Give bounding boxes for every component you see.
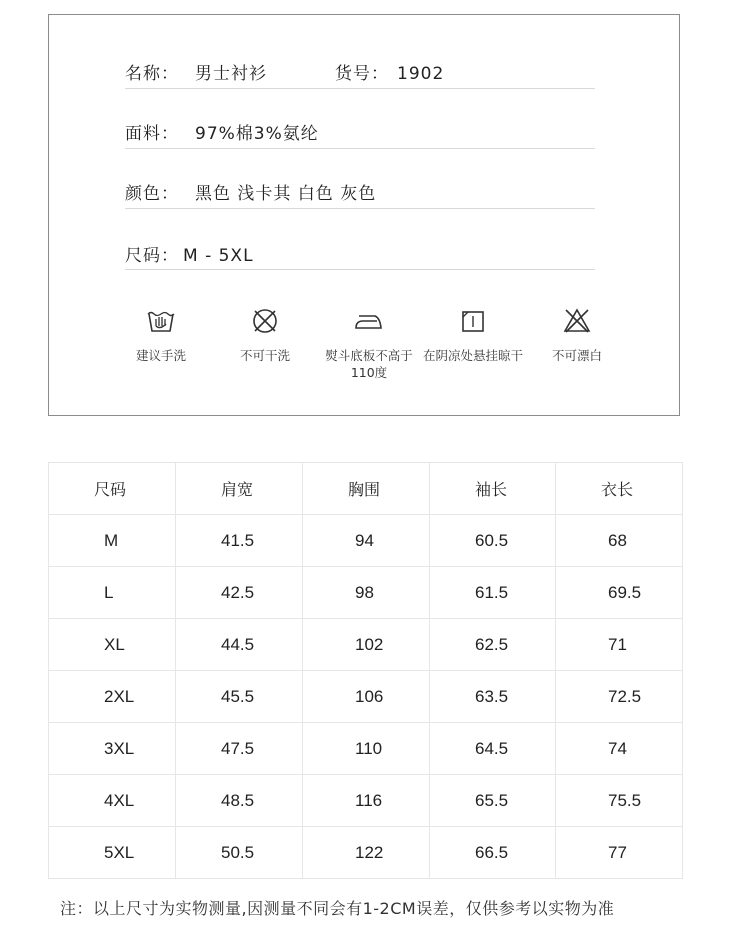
table-cell: 65.5 xyxy=(430,775,556,827)
hand-wash-icon xyxy=(145,305,177,337)
care-instructions xyxy=(109,305,629,405)
care-label: 不可干洗 xyxy=(239,348,290,363)
table-cell: 50.5 xyxy=(176,827,303,879)
table-cell: 77 xyxy=(556,827,683,879)
table-row xyxy=(49,671,683,723)
table-cell: 64.5 xyxy=(430,723,556,775)
table-cell: 122 xyxy=(303,827,430,879)
table-cell: 102 xyxy=(303,619,430,671)
header-length: 衣长 xyxy=(556,463,683,515)
table-cell: 72.5 xyxy=(556,671,683,723)
header-chest: 胸围 xyxy=(303,463,430,515)
table-cell: 98 xyxy=(303,567,430,619)
item-no-label: 货号： xyxy=(335,64,389,84)
table-cell: M xyxy=(49,515,176,567)
color-label: 颜色： xyxy=(125,184,179,204)
iron-low-temp-icon xyxy=(353,305,385,337)
table-cell: 3XL xyxy=(49,723,176,775)
care-label: 建议手洗 xyxy=(135,348,186,363)
header-sleeve: 袖长 xyxy=(430,463,556,515)
table-row xyxy=(49,567,683,619)
no-dry-clean-icon xyxy=(249,305,281,337)
table-row xyxy=(49,515,683,567)
shade-hang-dry-icon xyxy=(457,305,489,337)
table-row xyxy=(49,775,683,827)
care-item-hang-dry xyxy=(421,305,525,364)
info-row-name xyxy=(125,29,595,89)
product-info-box xyxy=(48,14,680,416)
table-row xyxy=(49,723,683,775)
table-cell: 68 xyxy=(556,515,683,567)
care-item-iron xyxy=(317,305,421,381)
table-cell: 69.5 xyxy=(556,567,683,619)
color-value: 黑色 浅卡其 白色 灰色 xyxy=(195,184,377,204)
care-label: 在阴凉处悬挂晾干 xyxy=(422,348,523,363)
table-header-row xyxy=(49,463,683,515)
info-row-color xyxy=(125,149,595,209)
header-size: 尺码 xyxy=(49,463,176,515)
fabric-value: 97%棉3%氨纶 xyxy=(195,124,319,144)
care-item-no-dry-clean xyxy=(213,305,317,364)
item-no-value: 1902 xyxy=(397,64,445,84)
care-label: 不可漂白 xyxy=(551,348,602,363)
table-cell: 110 xyxy=(303,723,430,775)
table-cell: L xyxy=(49,567,176,619)
care-item-hand-wash xyxy=(109,305,213,364)
name-label: 名称： xyxy=(125,64,179,84)
table-cell: 61.5 xyxy=(430,567,556,619)
table-row xyxy=(49,619,683,671)
table-cell: 71 xyxy=(556,619,683,671)
fabric-label: 面料： xyxy=(125,124,179,144)
name-value: 男士衬衫 xyxy=(195,64,267,84)
table-row xyxy=(49,827,683,879)
info-row-size xyxy=(125,210,595,270)
table-cell: 47.5 xyxy=(176,723,303,775)
no-bleach-icon xyxy=(561,305,593,337)
table-cell: 2XL xyxy=(49,671,176,723)
table-cell: 74 xyxy=(556,723,683,775)
table-cell: 41.5 xyxy=(176,515,303,567)
table-cell: 42.5 xyxy=(176,567,303,619)
size-value: M - 5XL xyxy=(183,246,254,266)
table-cell: 4XL xyxy=(49,775,176,827)
table-cell: 106 xyxy=(303,671,430,723)
table-cell: 63.5 xyxy=(430,671,556,723)
info-row-fabric xyxy=(125,89,595,149)
table-cell: 48.5 xyxy=(176,775,303,827)
care-label: 熨斗底板不高于110度 xyxy=(325,348,413,380)
table-cell: 94 xyxy=(303,515,430,567)
table-cell: 116 xyxy=(303,775,430,827)
header-shoulder: 肩宽 xyxy=(176,463,303,515)
size-label: 尺码： xyxy=(125,246,179,266)
table-cell: 60.5 xyxy=(430,515,556,567)
table-cell: 5XL xyxy=(49,827,176,879)
size-table xyxy=(48,462,683,879)
table-cell: 66.5 xyxy=(430,827,556,879)
measurement-note: 注：以上尺寸为实物测量,因测量不同会有1-2CM误差，仅供参考以实物为准 xyxy=(60,899,615,918)
care-item-no-bleach xyxy=(525,305,629,364)
table-cell: 45.5 xyxy=(176,671,303,723)
table-cell: 62.5 xyxy=(430,619,556,671)
table-cell: 75.5 xyxy=(556,775,683,827)
table-cell: XL xyxy=(49,619,176,671)
table-cell: 44.5 xyxy=(176,619,303,671)
